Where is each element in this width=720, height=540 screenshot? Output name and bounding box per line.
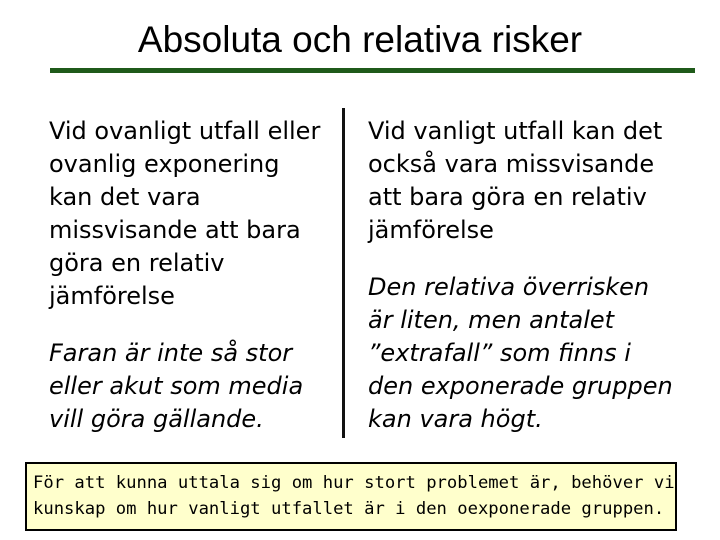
callout-line: kunskap om hur vanligt utfallet är i den oexponerade gruppen. (33, 499, 665, 519)
right-paragraph-line: också vara missvisande (368, 150, 655, 178)
paragraph-gap (368, 247, 708, 271)
callout-line: För att kunna uttala sig om hur stort problemet är, behöver vi (33, 473, 675, 493)
slide-title: Absoluta och relativa risker (137, 19, 583, 60)
right-paragraph-line: Vid vanligt utfall kan det (368, 117, 663, 145)
right-italic-line: ”extrafall” som finns i (368, 339, 631, 367)
right-italic-line: den exponerade gruppen (368, 372, 673, 400)
left-paragraph-line: kan det vara (49, 183, 201, 211)
left-paragraph-line: ovanlig exponering (49, 150, 280, 178)
column-divider (342, 108, 345, 438)
right-italic-line: Den relativa överrisken (368, 273, 650, 301)
right-italic-line: kan vara högt. (368, 405, 543, 433)
left-italic-line: vill göra gällande. (49, 405, 264, 433)
title-underline (50, 68, 695, 73)
left-column (49, 115, 339, 436)
left-paragraph-line: Vid ovanligt utfall eller (49, 117, 321, 145)
left-paragraph-line: missvisande att bara (49, 216, 301, 244)
right-italic-line: är liten, men antalet (368, 306, 615, 334)
paragraph-gap (49, 313, 339, 337)
left-italic-line: Faran är inte så stor (49, 339, 293, 367)
right-paragraph-line: att bara göra en relativ (368, 183, 647, 211)
right-column (368, 115, 708, 436)
summary-callout-box (25, 462, 677, 531)
left-italic-line: eller akut som media (49, 372, 304, 400)
right-paragraph-line: jämförelse (368, 216, 494, 244)
left-paragraph-line: göra en relativ (49, 249, 225, 277)
left-paragraph-line: jämförelse (49, 282, 175, 310)
